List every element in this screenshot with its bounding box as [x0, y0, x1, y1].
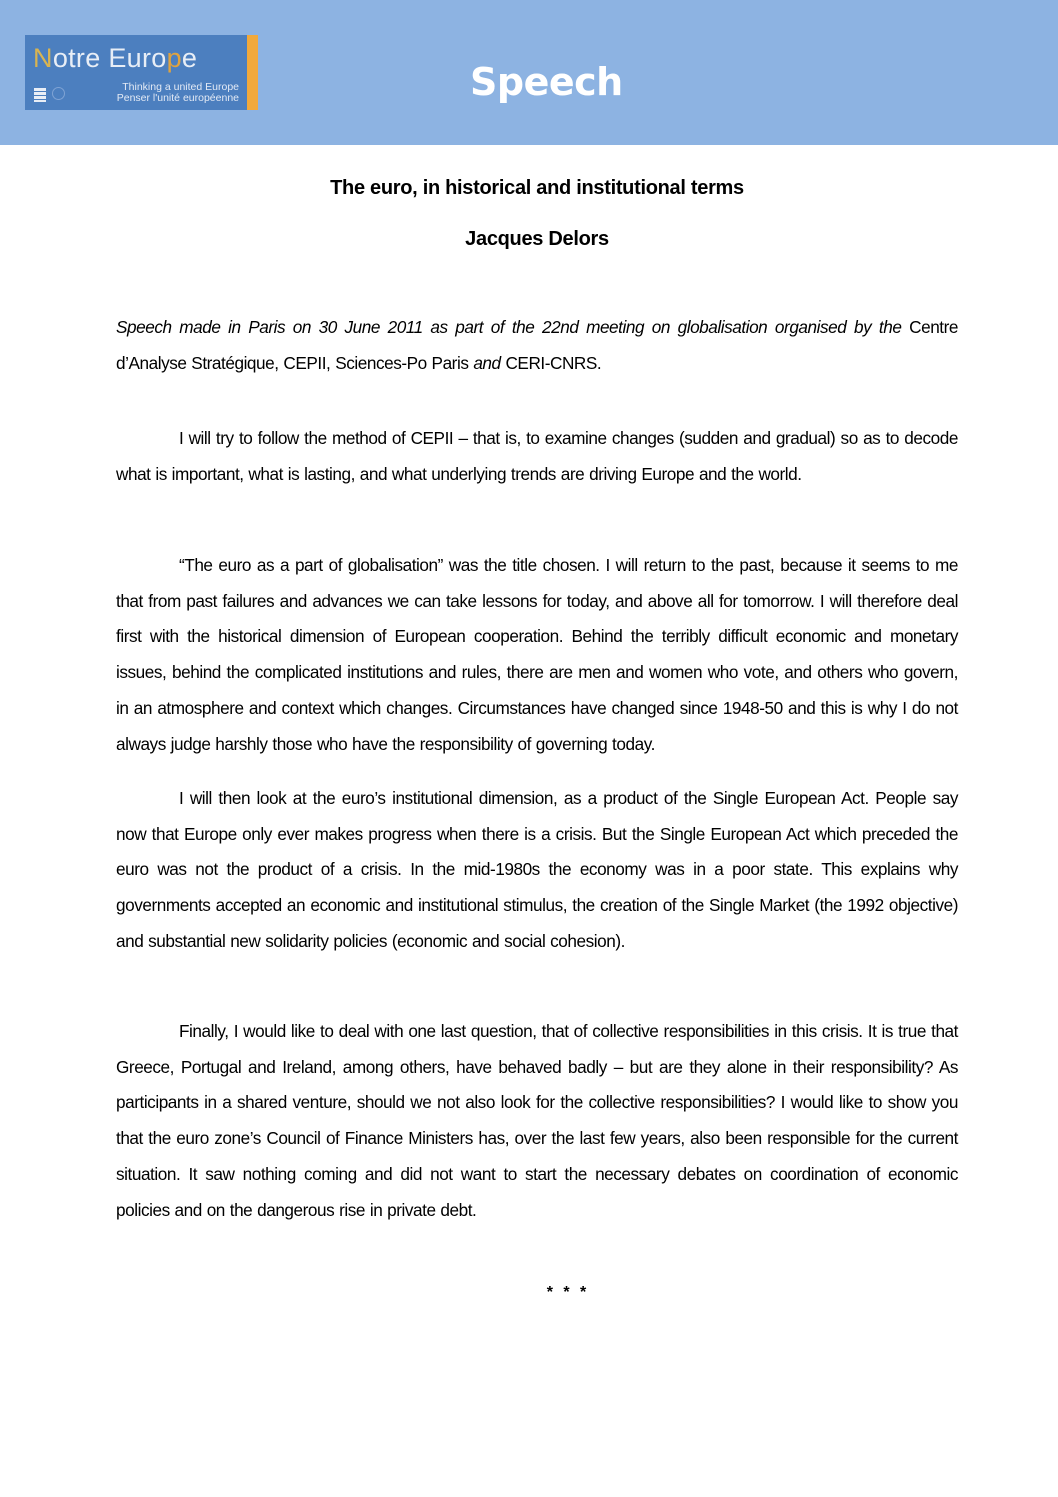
header-banner — [0, 0, 1058, 145]
document-title: The euro, in historical and institutional terms — [330, 177, 744, 199]
logo-name — [33, 43, 197, 74]
globe-icon — [52, 87, 65, 100]
logo-name-first-letter: N — [33, 43, 53, 73]
intro-italic-text: Speech made in Paris on 30 June 2011 as part of the 22nd meeting on globalisation organised by the — [116, 317, 902, 337]
intro-and: and — [473, 352, 501, 373]
section-separator: * * * — [546, 1284, 590, 1301]
logo-name-middle: otre Euro — [52, 43, 167, 73]
logo-accent-bar — [247, 35, 258, 110]
speech-context-intro — [116, 310, 958, 381]
logo-name-last: e — [181, 43, 198, 73]
document-type-label: Speech — [470, 60, 623, 104]
author-name: Jacques Delors — [465, 228, 609, 250]
logo-tagline-fr: Penser l'unité européenne — [116, 92, 239, 104]
paragraph-responsibilities: Finally, I would like to deal with one last question, that of collective responsibilities in this crisis. It is true that Greece, Portugal and Ireland, among others, have behaved badly – but are they alone in their responsibility? As participants in a shared venture, should we not also look for the collective responsibilities? I would like to show you that the euro zone’s Council of Finance Ministers has, over the last few years, also been responsible for the current situation. It saw nothing coming and did not want to start the necessary debates on coordination of economic policies and on the dangerous rise in private debt. — [116, 1021, 958, 1220]
paragraph-institutional: I will then look at the euro’s institutional dimension, as a product of the Single European Act. People say now that Europe only ever makes progress when there is a crisis. But the Single European Act which preceded the euro was not the product of a crisis. In the mid-1980s the economy was in a poor state. This explains why governments accepted an economic and institutional stimulus, the creation of the Single Market (the 1992 objective) and substantial new solidarity policies (economic and social cohesion). — [116, 788, 958, 951]
intro-organisations-1: Centre d’Analyse Stratégique, CEPII, Sciences-Po Paris — [116, 317, 959, 373]
paragraph-method: I will try to follow the method of CEPII – that is, to examine changes (sudden and gradual) so as to decode what is important, what is lasting, and what underlying trends are driving Europe and the world. — [116, 428, 958, 484]
logo-tagline-en: Thinking a united Europe — [122, 81, 239, 93]
intro-organisations-2: CERI-CNRS. — [505, 352, 602, 373]
logo-name-accent: p — [166, 43, 182, 73]
paragraph-historical: “The euro as a part of globalisation” was the title chosen. I will return to the past, because it seems to me that from past failures and advances we can take lessons for today, and above all for tomorrow. I will therefore deal first with the historical dimension of European cooperation. Behind the terribly difficult economic and monetary issues, behind the complicated institutions and rules, there are men and women who vote, and others who govern, in an atmosphere and context which changes. Circumstances have changed since 1948-50 and this is why I do not always judge harshly those who have the responsibility of governing today. — [116, 555, 958, 754]
flag-icon — [34, 88, 46, 102]
notre-europe-logo[interactable] — [25, 35, 247, 110]
